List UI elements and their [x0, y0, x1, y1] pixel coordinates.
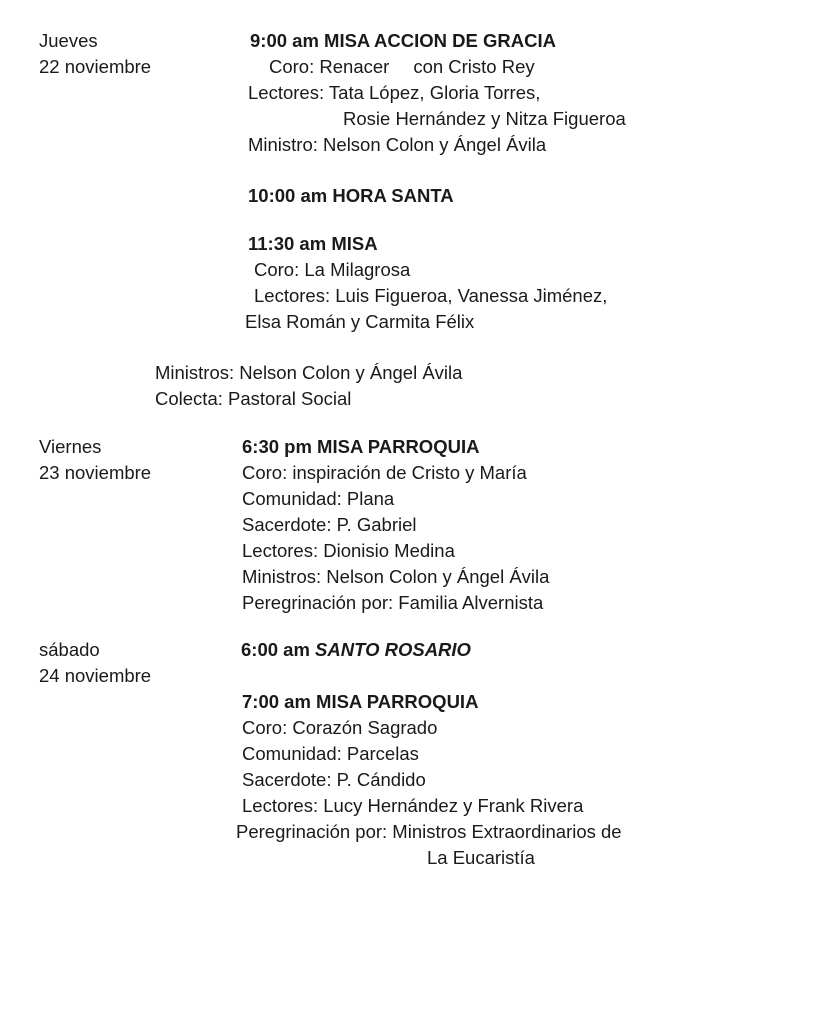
choir-line: Coro: inspiración de Cristo y María [242, 462, 527, 483]
mass-title-accion-de-gracia: 9:00 am MISA ACCION DE GRACIA [250, 30, 556, 51]
collection-line: Colecta: Pastoral Social [155, 388, 352, 409]
pilgrimage-line: Peregrinación por: Familia Alvernista [242, 592, 544, 613]
date-label-jueves: 22 noviembre [39, 56, 152, 77]
choir-extra: con Cristo Rey [413, 56, 535, 77]
readers-line: Lectores: Dionisio Medina [242, 540, 455, 561]
choir-line [269, 56, 535, 78]
day-label-jueves: Jueves [39, 30, 98, 51]
day-label-sabado: sábado [39, 639, 100, 660]
pilgrimage-line-1: Peregrinación por: Ministros Extraordinarios de [236, 821, 622, 842]
rosary-time: 6:00 am [241, 639, 310, 660]
pilgrimage-line-2: La Eucaristía [427, 847, 535, 868]
minister-line: Ministro: Nelson Colon y Ángel Ávila [248, 134, 547, 155]
date-label-sabado: 24 noviembre [39, 665, 152, 686]
rosary-title: SANTO ROSARIO [315, 639, 471, 660]
day-label-viernes: Viernes [39, 436, 102, 457]
community-line: Comunidad: Plana [242, 488, 395, 509]
ministers-line: Ministros: Nelson Colon y Ángel Ávila [242, 566, 550, 587]
hora-santa-title: 10:00 am HORA SANTA [248, 185, 454, 206]
readers-line-2: Rosie Hernández y Nitza Figueroa [343, 108, 626, 129]
mass-title-parroquia-sabado: 7:00 am MISA PARROQUIA [242, 691, 479, 712]
choir-line: Coro: La Milagrosa [254, 259, 411, 280]
ministers-line: Ministros: Nelson Colon y Ángel Ávila [155, 362, 463, 383]
priest-line: Sacerdote: P. Gabriel [242, 514, 417, 535]
readers-line-1: Lectores: Luis Figueroa, Vanessa Jiménez, [254, 285, 608, 306]
choir-line: Coro: Corazón Sagrado [242, 717, 438, 738]
readers-line: Lectores: Lucy Hernández y Frank Rivera [242, 795, 584, 816]
mass-title-parroquia-viernes: 6:30 pm MISA PARROQUIA [242, 436, 480, 457]
date-label-viernes: 23 noviembre [39, 462, 152, 483]
community-line: Comunidad: Parcelas [242, 743, 419, 764]
priest-line: Sacerdote: P. Cándido [242, 769, 426, 790]
choir-label: Coro: Renacer [269, 56, 390, 77]
readers-line-1: Lectores: Tata López, Gloria Torres, [248, 82, 541, 103]
rosary-line [241, 639, 471, 661]
readers-line-2: Elsa Román y Carmita Félix [245, 311, 475, 332]
mass-title-1130: 11:30 am MISA [248, 233, 378, 254]
